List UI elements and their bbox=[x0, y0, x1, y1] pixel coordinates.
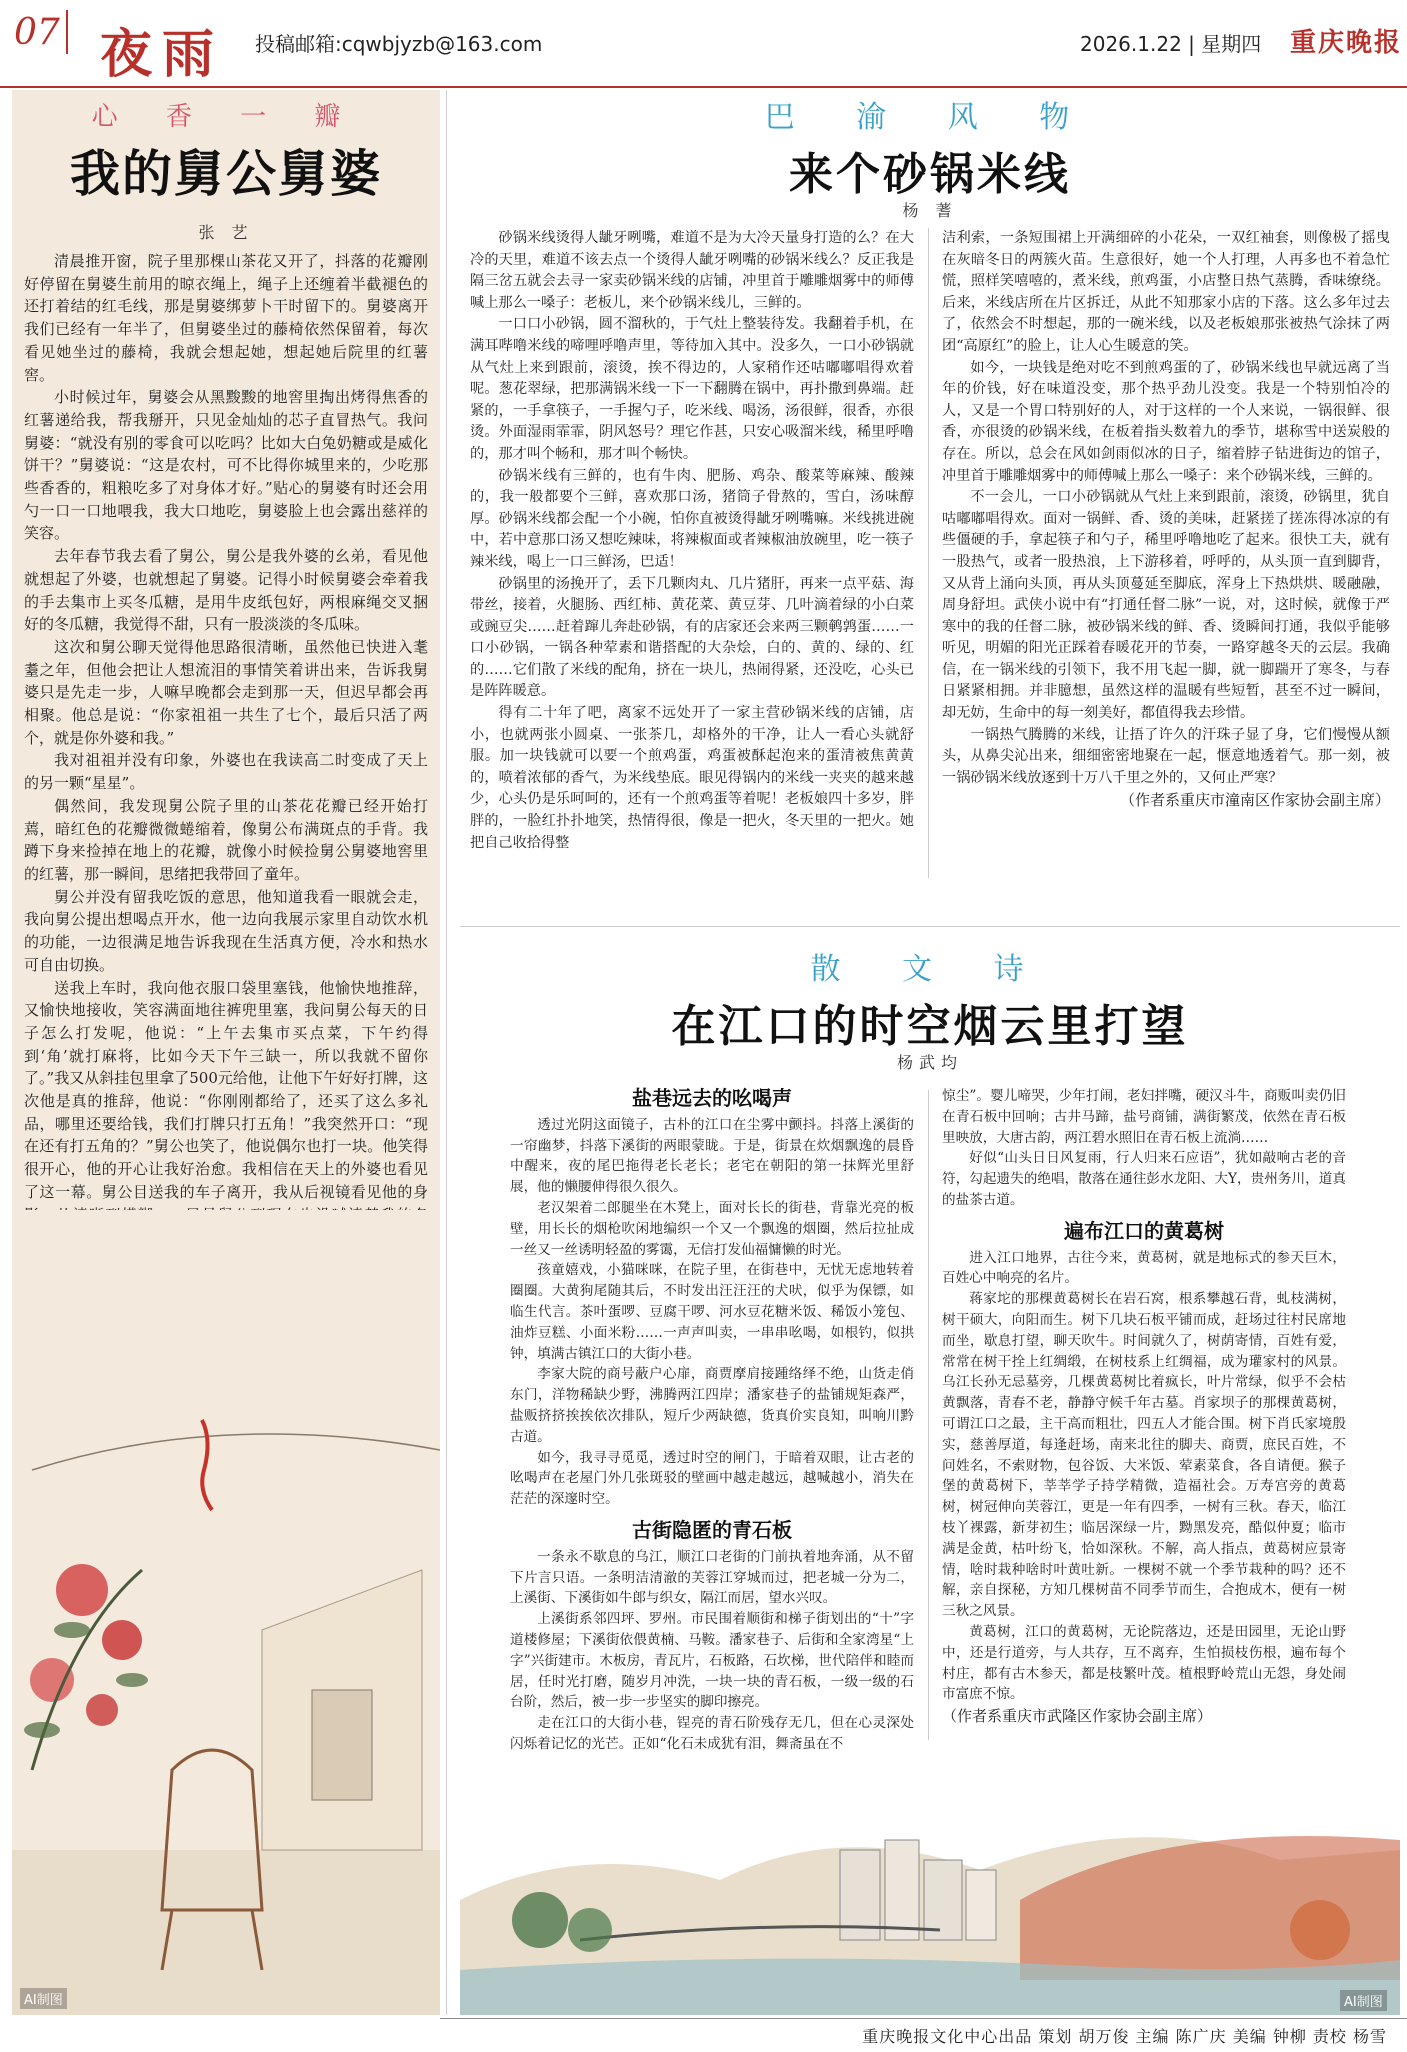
article-author: 杨 蓍 bbox=[902, 201, 958, 220]
paragraph: 透过光阴这面镜子，古朴的江口在尘雾中颤抖。抖落上溪街的一帘幽梦，抖落下溪街的两眼蒙眬。于是，街景在炊烟飘逸的晨昏中醒来，夜的尾巴拖得老长老长；老宅在朝阳的第一抹辉光里舒展，他的懒腰伸得很久很久。 bbox=[510, 1116, 914, 1196]
submission-email: 投稿邮箱:cqwbjyzb@163.com bbox=[255, 32, 543, 56]
ai-image-label: AI制图 bbox=[20, 1988, 67, 2009]
paragraph: 一口口小砂锅，圆不溜秋的，于气灶上整装待发。我翻着手机，在满耳哔噜米线的啼哩呼噜声里，等待加入其中。没多久，一口小砂锅就从气灶上来到跟前，滚烫，挨不得边的，人家稍作还咕嘟嘟唱得欢着呢。葱花翠绿，把那满锅米线一下一下翻腾在锅中，再扑撒到鼻端。赶紧的，一手拿筷子，一手握勺子，吃米线、喝汤，汤很鲜，很香，亦很烫。外面湿雨霏霏，阴风怒号？理它作甚，只安心吸溜米线，稀里呼噜的，那才叫个畅和，那才叫个畅快。 bbox=[470, 316, 914, 462]
paragraph: 不一会儿，一口小砂锅就从气灶上来到跟前，滚烫，砂锅里，犹自咕嘟嘟唱得欢。面对一锅鲜、香、烫的美味，赶紧搓了搓冻得冰凉的有些僵硬的手，拿起筷子和勺子，稀里呼噜地吃了起来。很快工夫，就有一股热气，或者一股热浪，上下游移着，呼呼的，从头顶一直到脚背，又从背上涌向头顶，再从头顶蔓延至脚底，浑身上下热烘烘、暖融融，周身舒坦。武侠小说中有“打通任督二脉”一说，对，这时候，就像于严寒中的我的任督二脉，被砂锅米线的鲜、香、烫瞬间打通，我似乎能够听见，明媚的阳光正踩着春暖花开的节奏，一路穿越冬天的云层。我确信，在一锅米线的引领下，我不用飞起一脚，就一脚踹开了寒冬，与春日紧紧相拥。并非臆想，虽然这样的温暖有些短暂，甚至不过一瞬间，却无妨，生命中的每一刻美好，都值得我去珍惜。 bbox=[942, 489, 1390, 722]
article-divider bbox=[460, 926, 1400, 927]
paragraph: 老汉架着二郎腿坐在木凳上，面对长长的街巷，背靠光亮的板壁，用长长的烟枪吹闲地编织一个又一个飘逸的烟圈，然后拉扯成一丝又一丝诱明轻盈的雾霭，无信打发仙福慵懒的时光。 bbox=[510, 1199, 914, 1258]
article-body-col1 bbox=[510, 1080, 914, 1755]
column-name: 巴 渝 风 物 bbox=[764, 100, 1096, 135]
paragraph: 去年春节我去看了舅公，舅公是我外婆的幺弟，看见他就想起了外婆，也就想起了舅婆。记得小时候舅婆会牵着我的手去集市上买冬瓜糖，是用牛皮纸包好，两根麻绳交叉捆好的冬瓜糖，我觉得不甜，只有一股淡淡的冬瓜味。 bbox=[24, 547, 428, 634]
paragraph: 洁利索，一条短围裙上开满细碎的小花朵，一双红袖套，则像极了摇曳在灰暗冬日的两簇火苗。生意很好，她一个人打理，人再多也不着急忙慌，照样笑嘻嘻的，煮米线，煎鸡蛋，小店整日热气蒸腾，香味缭绕。后来，米线店所在片区拆迁，从此不知那家小店的下落。这么多年过去了，依然会不时想起，那的一碗米线，以及老板娘那张被热气涂抹了两团“高原红”的脸上，让人心生暖意的笑。 bbox=[942, 230, 1390, 354]
article-author: 杨武均 bbox=[896, 1053, 963, 1072]
section-heading: 古街隐匿的青石板 bbox=[632, 1517, 792, 1542]
header-divider bbox=[66, 10, 68, 54]
paragraph: 舅公并没有留我吃饭的意思，他知道我看一眼就会走，我向舅公提出想喝点开水，他一边向我展示家里自动饮水机的功能，一边很满足地告诉我现在生活真方便，冷水和热水可自由切换。 bbox=[24, 887, 428, 974]
article-author: 张 艺 bbox=[198, 223, 254, 242]
left-column bbox=[12, 90, 440, 2015]
article-body-col2 bbox=[942, 228, 1390, 811]
paragraph: 李家大院的商号蔽户心扉，商贾摩肩接踵络绎不绝，山货走俏东门，洋物稀缺少野，沸腾两江四岸；潘家巷子的盐铺规矩森严，盐贩挤挤挨挨依次排队，短斤少两缺德，货真价实良知，叫响川黔古道。 bbox=[510, 1366, 914, 1445]
courtyard-illustration bbox=[12, 1210, 440, 2015]
column-divider bbox=[928, 1090, 929, 1740]
article-body-col2 bbox=[942, 1086, 1346, 1727]
paragraph: 送我上车时，我向他衣服口袋里塞钱，他愉快地推辞，又愉快地接收，笑容满面地往裤兜里塞，我问舅公每天的日子怎么打发呢，他说：“上午去集市买点菜，下午约得到‘角’就打麻将，比如今天下午三缺一，所以我就不留你了。”我又从斜挂包里拿了500元给他，让他下午好好打牌，这次他是真的推辞，他说：“你刚刚都给了，还买了这么多礼品，哪里还要给钱，我们打牌只打五角！”我突然开口：“现在还有打五角的？”舅公也笑了，他说偶尔也打一块。他笑得很开心，他的开心让我好治愈。我相信在天上的外婆也看见了这一幕。舅公目送我的车子离开，我从后视镜看见他的身 bbox=[24, 978, 428, 1201]
section-heading: 遍布江口的黄葛树 bbox=[1064, 1218, 1224, 1243]
column-divider bbox=[446, 90, 447, 2015]
article-title: 我的舅公舅婆 bbox=[70, 144, 382, 203]
footer-credits: 重庆晚报文化中心出品 策划 胡万俊 主编 陈广庆 美编 钟柳 责校 杨雪 bbox=[862, 2027, 1387, 2046]
article-title: 在江口的时空烟云里打望 bbox=[671, 1001, 1189, 1052]
column-divider bbox=[928, 228, 929, 878]
paragraph: 小时候过年，舅婆会从黑黢黢的地窖里掏出烤得焦香的红薯递给我，帮我掰开，只见金灿灿的芯子直冒热气。我问舅婆：“就没有别的零食可以吃吗？比如大白兔奶糖或是威化饼干？”舅婆说：“这是农村，可不比得你城里来的，少吃那些香香的，粗粮吃多了对身体才好。”贴心的舅婆有时还会用勺一口一口地喂我，我大口地吃，舅婆脸上也会露出慈祥的笑容。 bbox=[24, 388, 428, 543]
paragraph: 得有二十年了吧，离家不远处开了一家主营砂锅米线的店铺，店小，也就两张小圆桌、一张茶几，却格外的干净，让人一看心头就舒服。加一块钱就可以要一个煎鸡蛋，鸡蛋被酥起泡来的蛋清被焦黄黄的，喷着浓郁的香气，为米线垫底。眼见得锅内的米线一夹夹的越来越少，心头仍是乐呵呵的，还有一个煎鸡蛋等着呢！老板娘四十多岁，胖胖的，一脸红扑扑地笑，热情得很，像是一把火，冬天里的一把火。她把自己收拾得整 bbox=[470, 705, 914, 851]
ai-image-label: AI制图 bbox=[1340, 1990, 1387, 2011]
paragraph: 一锅热气腾腾的米线，让捂了许久的汗珠子显了身，它们慢慢从额头，从鼻尖沁出来，细细密密地聚在一起，惬意地透着气。那一刻，被一锅砂锅米线放逐到十万八千里之外的，又何止严寒？ bbox=[942, 726, 1390, 786]
article-body-col1 bbox=[470, 228, 914, 854]
paragraph: 进入江口地界，古往今来，黄葛树，就是地标式的参天巨木，百姓心中响亮的名片。 bbox=[942, 1249, 1346, 1287]
column-name: 心 香 一 瓣 bbox=[91, 102, 361, 132]
paragraph: 如今，一块钱是绝对吃不到煎鸡蛋的了，砂锅米线也早就远离了当年的价钱，好在味道没变，那个热乎劲儿没变。我是一个特别怕冷的人，又是一个胃口特别好的人，对于这样的一个人来说，一锅很鲜、很香，亦很烫的砂锅米线，在板着指头数着九的季节，堪称雪中送炭般的存在。所以，总会在风如剑雨似冰的日子，缩着脖子钻进街边的馆子，冲里首于雕雕烟雾中的师傅喊上那么一嗓子：来个砂锅米线，三鲜的。 bbox=[942, 359, 1390, 484]
newspaper-logo: 重庆晚报 bbox=[1290, 28, 1403, 58]
paragraph: 砂锅里的汤挽开了，丢下几颗肉丸、几片猪肝，再来一点平菇、海带丝，接着，火腿肠、西红柿、黄花菜、黄豆芽、几叶滴着绿的小白菜或豌豆尖……赶着蹿儿奔赴砂锅，有的店家还会来两三颗鹌鹑蛋……一口小砂锅，一锅各种荤素和谐搭配的大杂烩，白的、黄的、绿的、红的……它们散了米线的配角，挤在一块儿，热闹得紧，还没吃，心头已是阵阵暖意。 bbox=[470, 575, 914, 700]
paragraph: 砂锅米线有三鲜的，也有牛肉、肥肠、鸡杂、酸菜等麻辣、酸辣的，我一般都要个三鲜，喜欢那口汤，猪筒子骨熬的，雪白，汤味醇厚。砂锅米线都会配一个小碗，怕你直被烫得龇牙咧嘴嘛。米线挑进碗中，若中意那口汤又想吃辣味，将辣椒面或者辣椒油放碗里，吃一筷子辣米线，喝上一口三鲜汤，巴适！ bbox=[470, 467, 914, 570]
paragraph: 如今，我寻寻觅觅，透过时空的闸门，于暗着双眼，让古老的吆喝声在老屋门外几张斑驳的壁画中越走越远，越喊越小，消失在茫茫的深邃时空。 bbox=[510, 1449, 914, 1508]
column-name: 散 文 诗 bbox=[810, 952, 1050, 987]
paragraph: 这次和舅公聊天觉得他思路很清晰，虽然他已快进入耄耋之年，但他会把让人想流泪的事情笑着讲出来，告诉我舅婆只是先走一步，人嘛早晚都会走到那一天，但迟早都会再相聚。他总是说：“你家祖祖一共生了七个，最后只活了两个，就是你外婆和我。” bbox=[24, 637, 428, 747]
paragraph: 清晨推开窗，院子里那棵山茶花又开了，抖落的花瓣刚好停留在舅婆生前用的晾衣绳上，绳子上还缠着半截褪色的还打着结的红毛线，那是舅婆绑萝卜干时留下的。舅婆离开我们已经有一年半了，但舅婆坐过的藤椅依然保留着，每次看见她坐过的藤椅，我就会想起她，想起她后院里的红薯窖。 bbox=[24, 252, 428, 384]
paragraph: 偶然间，我发现舅公院子里的山茶花花瓣已经开始打蔫，暗红色的花瓣微微蜷缩着，像舅公布满斑点的手背。我蹲下身来捡掉在地上的花瓣，就像小时候捡舅公舅婆地窖里的红薯，那一瞬间，思绪把我带回了童年。 bbox=[24, 796, 428, 883]
article-title: 来个砂锅米线 bbox=[789, 149, 1071, 200]
article-body bbox=[24, 250, 428, 1294]
paragraph: 砂锅米线烫得人龇牙咧嘴，难道不是为大冷天量身打造的么？在大冷的天里，难道不该去点一个烫得人龇牙咧嘴的砂锅米线么？反正我是隔三岔五就会去寻一家卖砂锅米线的店铺，冲里首于雕雕烟雾中的师傅喊上那么一嗓子：老板儿，来个砂锅米线儿，三鲜的。 bbox=[470, 230, 914, 311]
page-header bbox=[0, 0, 1407, 88]
paragraph: 惊尘”。婴儿啼哭，少年打闹，老妇拌嘴，硬汉斗牛，商贩叫卖仍旧在青石板中回响；古井马蹄，盐号商铺，满街繁茂，依然在青石板里映放，大唐古韵，两江碧水照旧在青石板上流淌…… bbox=[942, 1088, 1346, 1146]
section-heading: 盐巷远去的吆喝声 bbox=[632, 1086, 792, 1110]
paragraph: 我对祖祖并没有印象，外婆也在我读高二时变成了天上的另一颗“星星”。 bbox=[24, 751, 428, 793]
issue-date: 2026.1.22 | 星期四 bbox=[1080, 32, 1262, 56]
paragraph: 好似“山头日日风复雨，行人归来石应语”，犹如敲响古老的音符，勾起遗失的绝唱，散落在通往彭水龙阳、大Y，贵州务川，道真的盐茶古道。 bbox=[942, 1150, 1346, 1208]
author-note: （作者系重庆市武隆区作家协会副主席） bbox=[942, 1707, 1213, 1726]
author-note: （作者系重庆市潼南区作家协会副主席） bbox=[1119, 791, 1390, 810]
page-number: 07 bbox=[14, 12, 60, 53]
river-town-illustration bbox=[460, 1780, 1400, 2015]
footer-rule bbox=[440, 2018, 1407, 2019]
paragraph: 蒋家坨的那棵黄葛树长在岩石窝，根系攀越石背，虬枝满树，树干硕大，向阳而生。树下几块石板平铺而成，赶场过往村民席地而坐，歇息打望，聊天吹牛。时间就久了，树荫寄情，百姓有爱，常常在树干拴上红绸缎，在树枝系上红绸福，成为瓘家村的风景。乌江长孙无忌墓旁，几棵黄葛树比着疯长，叶片常绿，似乎不会枯黄飘落，青春不老，静静守候千年古墓。肖家坝子的那棵黄葛树，可谓江口之最，主干高而粗壮，四五人才能合围。树下肖氏家境殷实，慈善厚道，每逢赶场，南来北往的脚夫、商贾，庶民百姓，不问姓名，不索财物，包谷饭、大米饭、荤素菜食，各自请便。猴子堡的黄葛树下，莘莘学子持学精微，造福社会。万寿宫旁的黄葛树，树冠伸向芙蓉江，更是一年有四季，一树有三秋。春天，临江枝丫裸露，新芽初生；临居深绿一片，黝黑发亮，酷似仲夏；临市满是金黄，枯叶纷飞，恰如深秋。不解，高人指点，黄葛树应景寄情，啥时栽种啥时叶黄吐新。一棵树不就一个季节栽种的吗？还不解，亲自探秘，方知几棵树苗不同季节而生，合抱成木，便有一树三秋之风景。 bbox=[942, 1291, 1346, 1620]
paragraph: 黄葛树，江口的黄葛树，无论院落边，还是田园里，无论山野中，还是行道旁，与人共存，互不离弃，生怕损枝伤根，遍布每个村庄，都有古木参天，都是枝繁叶茂。植根野岭荒山无怨，身处闹市富庶不惊。 bbox=[942, 1623, 1346, 1703]
paragraph: 上溪街系邻四坪、罗州。市民围着顺街和梯子街划出的“十”字道楼修屋；下溪街依偎黄楠、马鞍。潘家巷子、后街和全家湾星“上字”兴街建市。木板房，青瓦片，石板路，石坎梯，世代陪伴和睦而居，任时光打磨，随岁月冲洗，一块一块的青石板，一级一级的石台阶，然后，被一步一步坚实的脚印擦亮。 bbox=[510, 1611, 914, 1711]
header-rule bbox=[0, 86, 1407, 88]
paragraph: 走在江口的大街小巷，锃亮的青石阶残存无几，但在心灵深处闪烁着记忆的光芒。正如“化石未成犹有泪，舞斋虽在不 bbox=[510, 1715, 914, 1752]
paragraph: 一条永不歇息的乌江，顺江口老街的门前执着地奔涌，从不留下片言只语。一条明洁清澈的芙蓉江穿城而过，把老城一分为二，上溪街、下溪街如牛郎与织女，隔江而居，望水兴叹。 bbox=[510, 1548, 914, 1607]
paragraph: 孩童嬉戏，小猫咪咪，在院子里，在街巷中，无忧无虑地转着圈圈。大黄狗尾随其后，不时发出汪汪汪的犬吠，似乎为保镖，如临生代言。茶叶蛋啰、豆腐干啰、河水豆花糖米饭、稀饭小笼包、油炸豆糕、小面米粉……一声声叫卖，一串串吆喝，如根钓，似拱钟，填满古镇江口的大街小巷。 bbox=[510, 1262, 914, 1362]
section-name: 夜雨 bbox=[100, 24, 225, 85]
